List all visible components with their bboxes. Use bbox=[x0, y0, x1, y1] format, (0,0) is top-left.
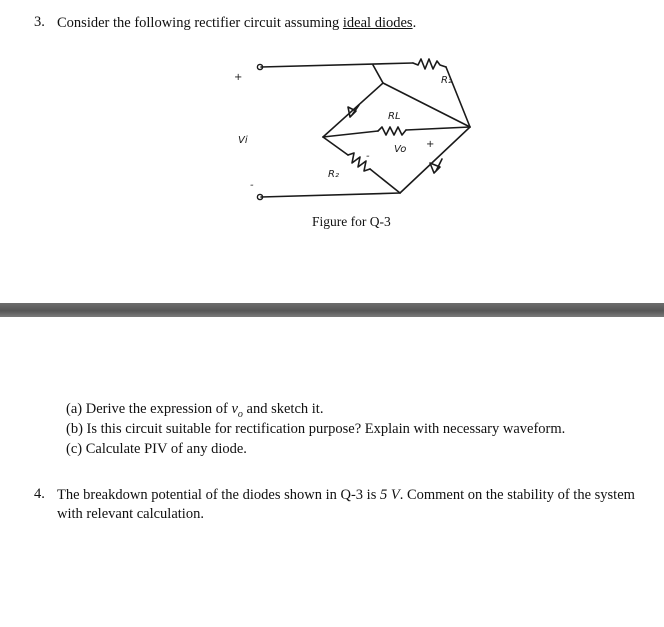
part-a-variable: v bbox=[231, 401, 238, 417]
question-3-number: 3. bbox=[34, 14, 45, 30]
bottom-input-wire bbox=[261, 193, 400, 197]
part-b bbox=[66, 420, 565, 439]
middle-wire-right bbox=[406, 127, 470, 130]
bridge-lower-right-edge bbox=[400, 127, 470, 193]
part-b-label: (b) bbox=[66, 421, 83, 437]
part-a-label: (a) bbox=[66, 401, 83, 417]
output-plus-label: + bbox=[426, 139, 435, 150]
part-b-text: Is this circuit suitable for rectification purpose? Explain with necessary waveform. bbox=[86, 421, 566, 437]
middle-wire-left bbox=[323, 131, 378, 137]
rectifier-circuit-figure bbox=[228, 55, 488, 210]
diode-upper-left-icon bbox=[348, 105, 359, 117]
output-voltage-label: Vo bbox=[394, 144, 407, 155]
input-voltage-label: Vi bbox=[238, 135, 248, 146]
question-3-text-end: . bbox=[412, 15, 417, 31]
question-4-value: 5 V bbox=[379, 487, 400, 503]
question-4-line1-start: The breakdown potential of the diodes shown in Q-3 is bbox=[57, 487, 380, 503]
question-4-text bbox=[57, 486, 657, 524]
question-3-text-start: Consider the following rectifier circuit assuming bbox=[57, 15, 343, 31]
bridge-lower-left-edge bbox=[323, 137, 348, 155]
input-plus-label: + bbox=[234, 72, 243, 83]
question-4-line2: with relevant calculation. bbox=[57, 506, 204, 522]
part-c-text: Calculate PIV of any diode. bbox=[85, 441, 247, 457]
load-resistor-label: RL bbox=[388, 111, 401, 122]
question-3-text bbox=[57, 14, 416, 33]
question-4-number: 4. bbox=[34, 486, 45, 502]
resistor-top-right bbox=[413, 59, 446, 69]
resistor-lower-left-label: R₂ bbox=[328, 169, 339, 180]
resistor-top-right-label: R₂ bbox=[441, 75, 452, 86]
question-3-underlined: ideal diodes bbox=[342, 15, 413, 31]
question-4-line1-end: . Comment on the stability of the system bbox=[399, 487, 635, 503]
top-input-wire bbox=[261, 63, 413, 67]
part-a-text-end: and sketch it. bbox=[242, 401, 324, 417]
input-minus-label: - bbox=[250, 180, 254, 191]
resistor-rl bbox=[378, 127, 406, 135]
part-c-label: (c) bbox=[66, 441, 83, 457]
output-minus-label: - bbox=[366, 151, 370, 162]
figure-caption: Figure for Q-3 bbox=[312, 214, 391, 229]
part-c bbox=[66, 440, 247, 459]
diode-lower-right-icon bbox=[430, 159, 442, 173]
bridge-lower-left-edge-2 bbox=[370, 169, 400, 193]
part-a-text: Derive the expression of bbox=[85, 401, 232, 417]
part-a-subscript: o bbox=[237, 408, 243, 420]
bridge-top-link bbox=[373, 65, 383, 83]
page-divider bbox=[0, 303, 664, 317]
